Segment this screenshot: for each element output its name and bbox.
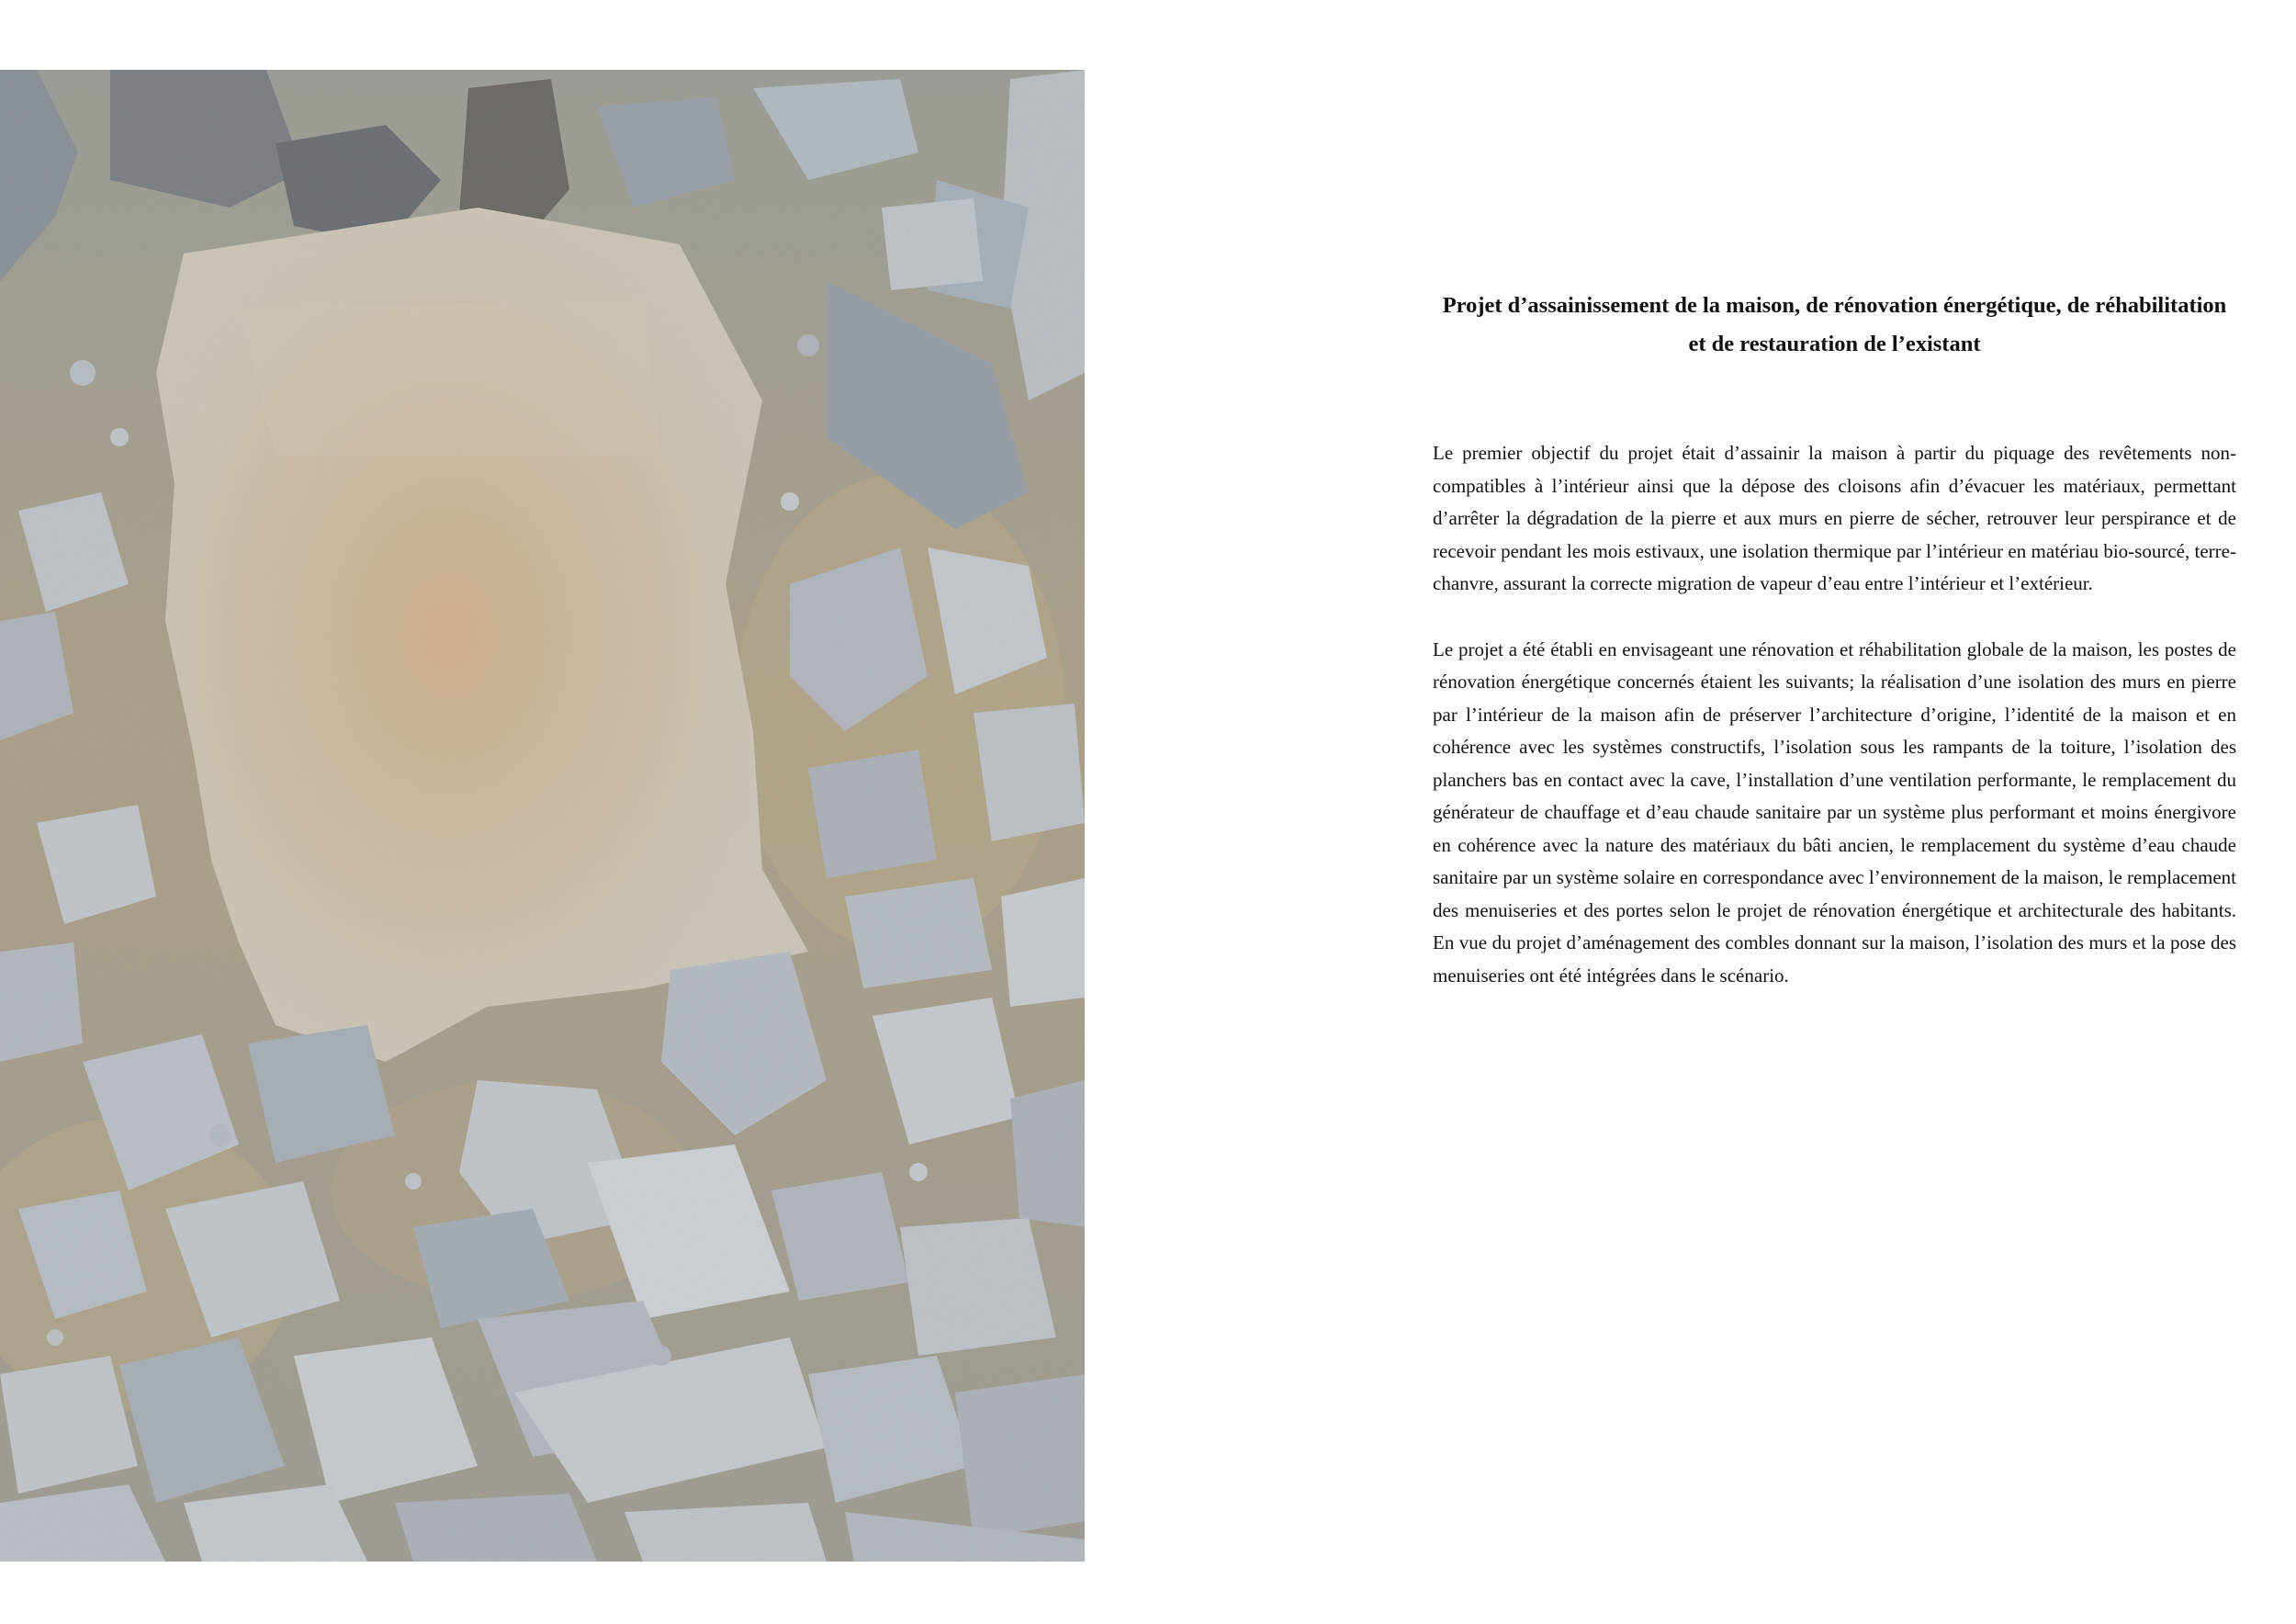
stone-rubble-image xyxy=(0,70,1085,1562)
title-line-1: Projet d’assainissement de la maison, de rénovation énergétique, de réhabilitation xyxy=(1442,293,2227,318)
paragraph-1: Le premier objectif du projet était d’assainir la maison à partir du piquage des revêtements non-compatibles à l’intérieur ainsi que la dépose des cloisons afin d’évacuer les matériaux, permettant d’arrêter la dégradation de la pierre et aux murs en pierre de sécher, retrouver leur perspirance et de recevoir pendant les mois estivaux, une isolation thermique par l’intérieur en matériau bio-sourcé, terre-chanvre, assurant la correcte migration de vapeur d’eau entre l’intérieur et l’extérieur. xyxy=(1433,442,2236,594)
page-title xyxy=(1433,287,2236,364)
text-column xyxy=(1433,287,2236,1025)
title-line-2: et de restauration de l’existant xyxy=(1688,332,1981,356)
paragraph-2: Le projet a été établi en envisageant une rénovation et réhabilitation globale de la maison, les postes de rénovation énergétique concernés étaient les suivants; la réalisation d’une isolation des murs en pierre par l’intérieur de la maison afin de préserver l’architecture d’origine, l’identité de la maison et en cohérence avec les systèmes constructifs, l’isolation sous les rampants de la toiture, l’isolation des planchers bas en contact avec la cave, l’installation d’une ventilation performante, le remplacement du générateur de chauffage et d’eau chaude sanitaire par un système plus performant et moins énergivore en cohérence avec la nature des matériaux du bâti ancien, le remplacement du système d’eau chaude sanitaire par un système solaire en correspondance avec l’environnement de la maison, le remplacement des menuiseries et des portes selon le projet de rénovation énergétique et architecturale des habitants. En vue du projet d’aménagement des combles donnant sur la maison, l’isolation des murs et la pose des menuiseries ont été intégrées dans le scénario. xyxy=(1433,637,2236,987)
stone-rubble-photo xyxy=(0,70,1085,1562)
